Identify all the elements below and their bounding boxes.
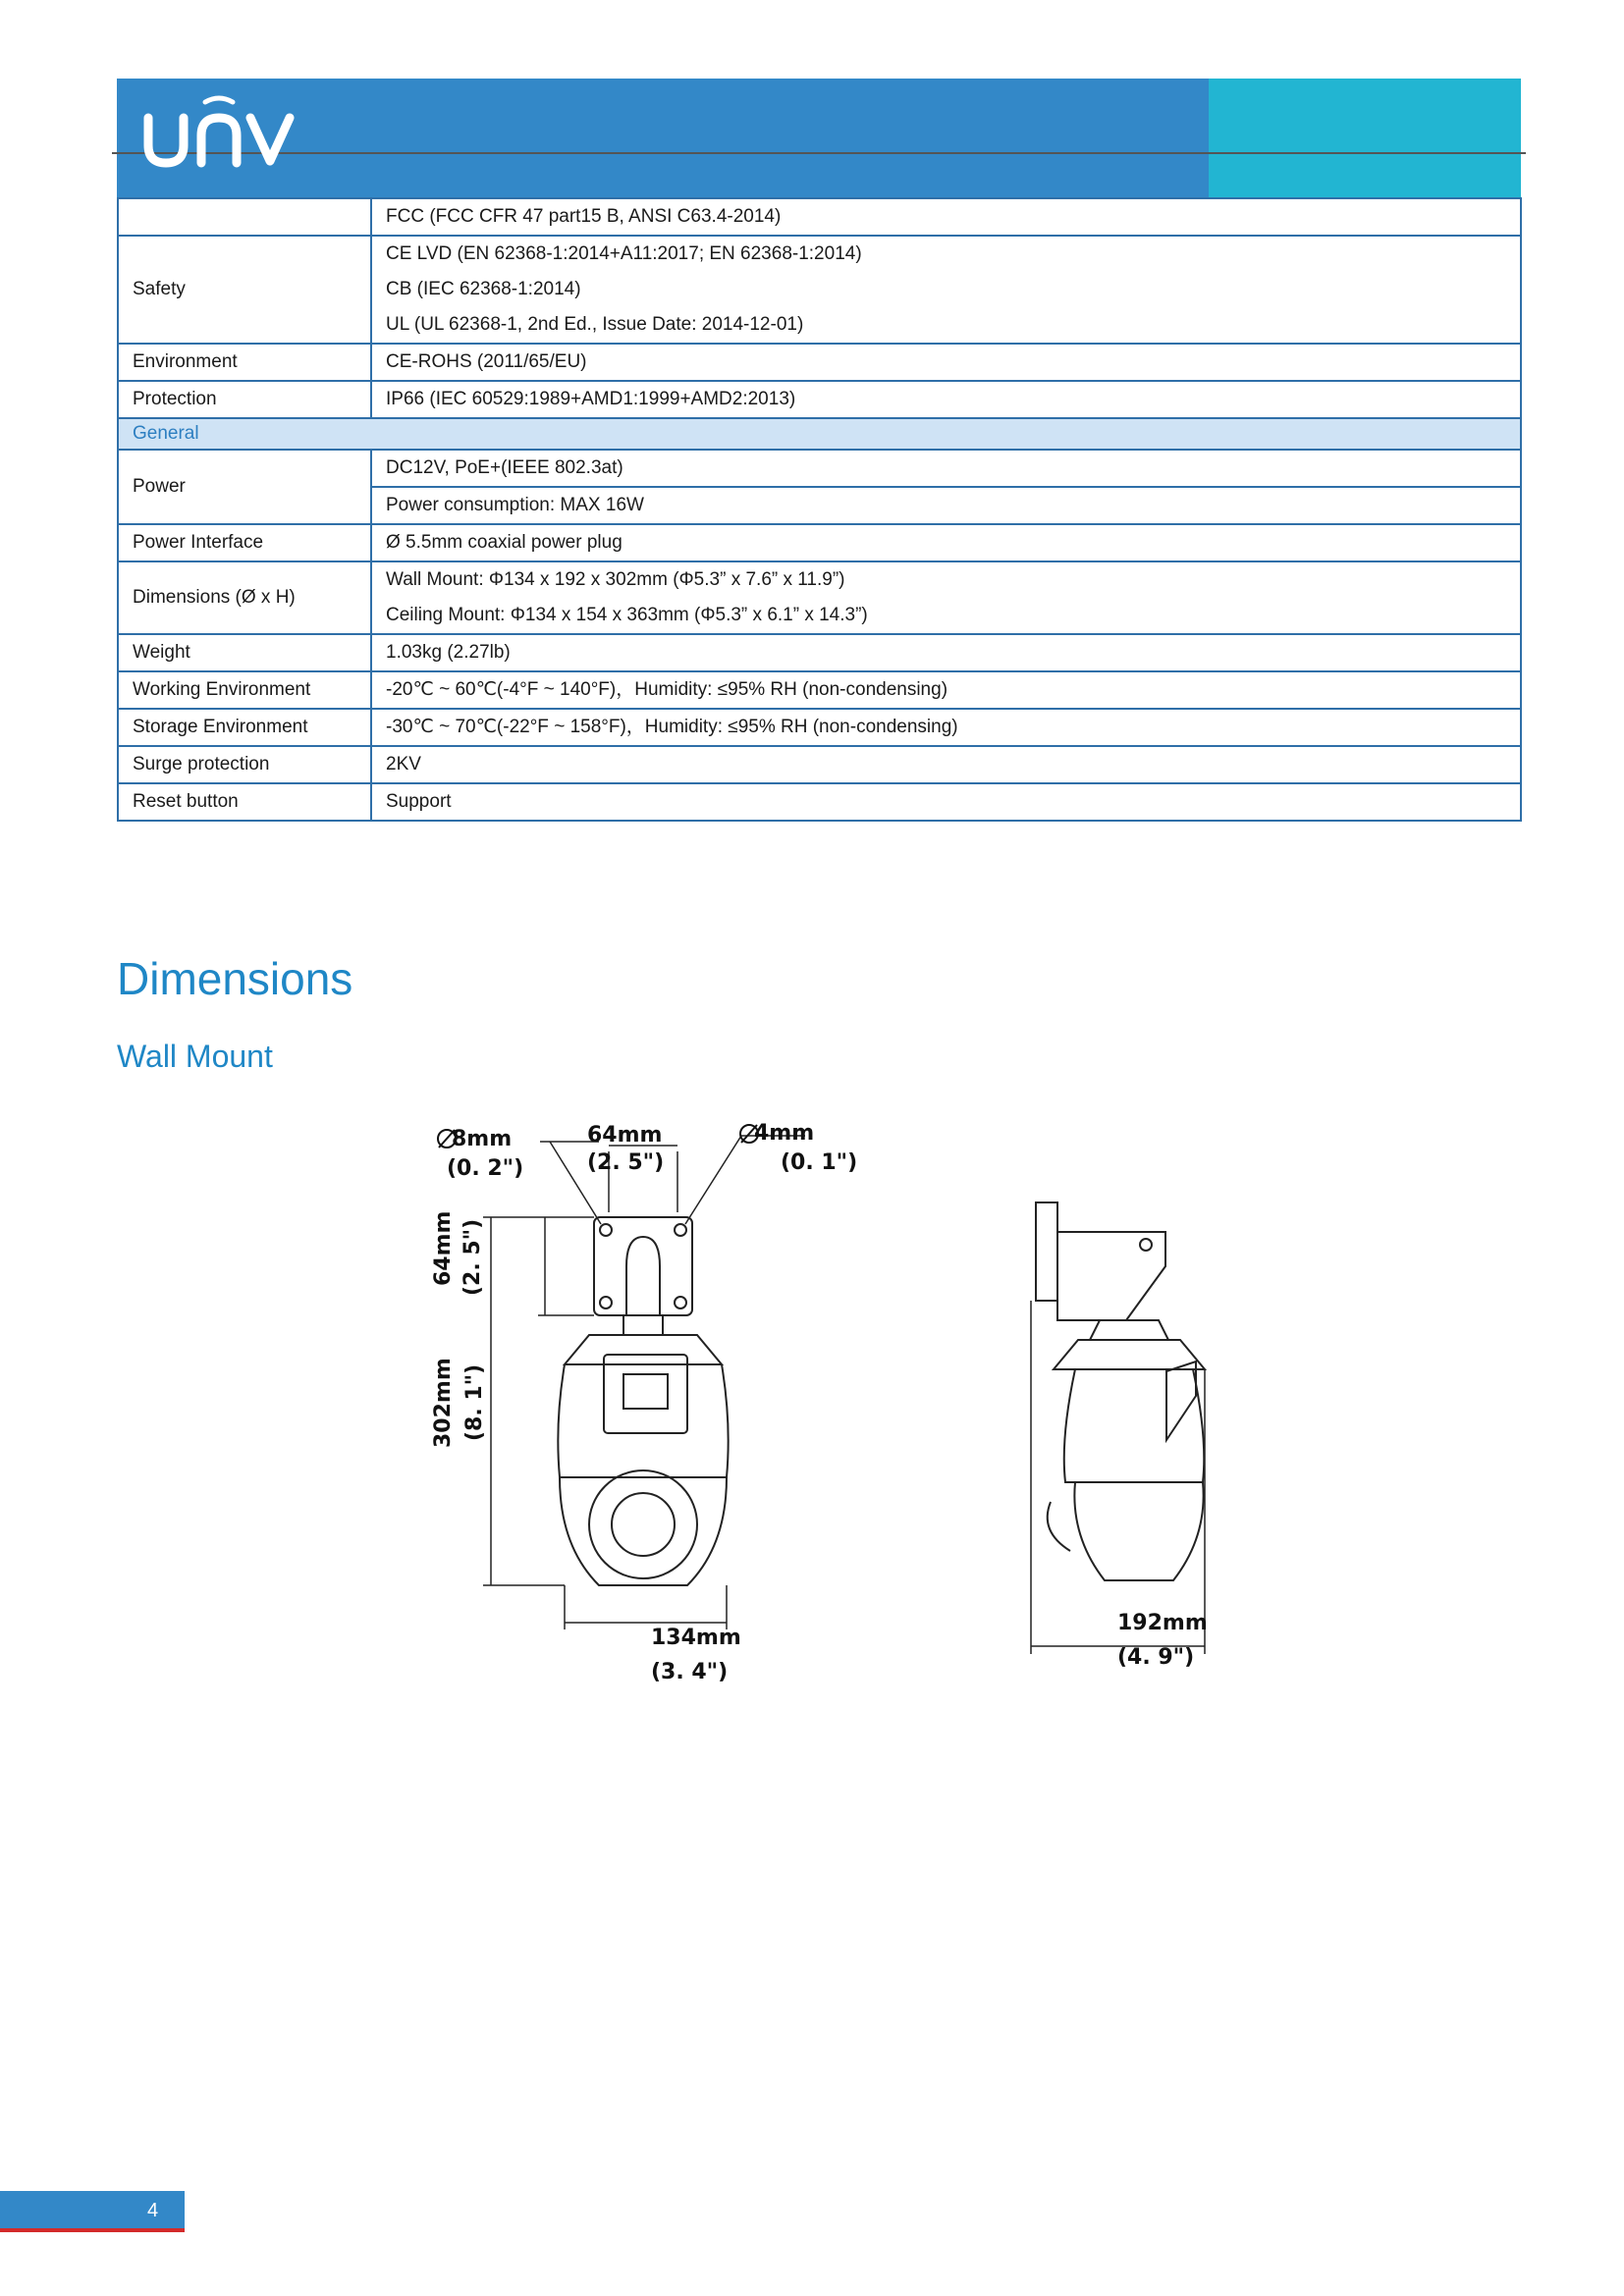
- hole-big-in: (0. 2"): [447, 1156, 524, 1181]
- spec-row: [118, 783, 1521, 821]
- width-mm: 134mm: [651, 1626, 741, 1650]
- plate-height-mm: 64mm: [431, 1210, 456, 1286]
- spec-row: [118, 450, 1521, 524]
- width-in: (3. 4"): [651, 1660, 729, 1683]
- spec-value: [371, 634, 1521, 671]
- spec-value-line: CB (IEC 62368-1:2014): [386, 279, 581, 299]
- side-view: [1036, 1202, 1205, 1580]
- plate-height-in: (2. 5"): [460, 1218, 485, 1296]
- spec-value-line: 2KV: [386, 754, 421, 774]
- dimensions-heading: Dimensions: [117, 953, 353, 1004]
- height-mm: 302mm: [431, 1358, 456, 1448]
- spec-value-line: IP66 (IEC 60529:1989+AMD1:1999+AMD2:2013): [386, 389, 796, 409]
- depth-mm: 192mm: [1117, 1611, 1208, 1635]
- spec-key: Environment: [118, 344, 371, 381]
- section-row: [118, 418, 1521, 450]
- spec-value: [371, 344, 1521, 381]
- spec-key: Power: [118, 450, 371, 524]
- page-number: 4: [147, 2200, 159, 2221]
- spec-key: Safety: [118, 236, 371, 344]
- spec-value: [371, 709, 1521, 746]
- spec-row: [118, 561, 1521, 634]
- spec-value-line: CE-ROHS (2011/65/EU): [386, 351, 587, 372]
- spec-row: [118, 634, 1521, 671]
- header-rule: [112, 152, 1526, 154]
- spec-table: [117, 197, 1522, 822]
- wall-mount-heading: Wall Mount: [117, 1039, 273, 1074]
- spec-row: [118, 381, 1521, 418]
- spec-row: [118, 746, 1521, 783]
- spec-row: [118, 198, 1521, 236]
- spec-key: Working Environment: [118, 671, 371, 709]
- spec-value: [371, 236, 1521, 344]
- spec-value-line: -20℃ ~ 60℃(-4°F ~ 140°F)，Humidity: ≤95% RH (non-condensing): [386, 679, 948, 700]
- spec-value: [371, 746, 1521, 783]
- datasheet-title: DATASHEET: [1330, 31, 1605, 86]
- unv-logo: [140, 90, 298, 179]
- height-in: (8. 1"): [462, 1363, 487, 1441]
- top-width-in: (2. 5"): [587, 1150, 665, 1175]
- spec-value-line: -30℃ ~ 70℃(-22°F ~ 158°F)，Humidity: ≤95% RH (non-condensing): [386, 717, 958, 737]
- spec-key: Power Interface: [118, 524, 371, 561]
- hole-small-mm: 4mm: [754, 1121, 815, 1146]
- section-label: General: [118, 418, 1521, 450]
- spec-value-line: Wall Mount: Φ134 x 192 x 302mm (Φ5.3” x 7.6” x 11.9”): [386, 569, 845, 590]
- spec-key: [118, 198, 371, 236]
- wall-mount-drawing: [344, 1095, 1306, 1683]
- hole-big-mm: 8mm: [452, 1127, 513, 1151]
- spec-value-line: Support: [386, 791, 452, 812]
- top-width-mm: 64mm: [587, 1123, 663, 1148]
- spec-value-line: Ø 5.5mm coaxial power plug: [386, 532, 623, 553]
- hole-small-in: (0. 1"): [781, 1150, 858, 1175]
- spec-key: Dimensions (Ø x H): [118, 561, 371, 634]
- front-view: [558, 1217, 728, 1585]
- spec-value: [371, 450, 1521, 524]
- spec-value: [371, 561, 1521, 634]
- spec-key: Surge protection: [118, 746, 371, 783]
- spec-value: [371, 671, 1521, 709]
- spec-value-line: Power consumption: MAX 16W: [372, 486, 1520, 523]
- spec-value-line: UL (UL 62368-1, 2nd Ed., Issue Date: 2014-12-01): [386, 314, 804, 335]
- spec-row: [118, 709, 1521, 746]
- spec-value-line: 1.03kg (2.27lb): [386, 642, 511, 663]
- spec-key: Weight: [118, 634, 371, 671]
- spec-row: [118, 671, 1521, 709]
- spec-value-line: FCC (FCC CFR 47 part15 B, ANSI C63.4-2014): [386, 206, 782, 227]
- spec-value-line: DC12V, PoE+(IEEE 802.3at): [386, 457, 623, 478]
- depth-in: (4. 9"): [1117, 1645, 1195, 1670]
- spec-value-line: CE LVD (EN 62368-1:2014+A11:2017; EN 62368-1:2014): [386, 243, 862, 264]
- spec-value: [371, 524, 1521, 561]
- spec-key: Protection: [118, 381, 371, 418]
- spec-row: [118, 344, 1521, 381]
- spec-row: [118, 236, 1521, 344]
- spec-value: [371, 783, 1521, 821]
- spec-row: [118, 524, 1521, 561]
- spec-value-line: Ceiling Mount: Φ134 x 154 x 363mm (Φ5.3” x 6.1” x 14.3”): [386, 605, 868, 625]
- spec-key: Storage Environment: [118, 709, 371, 746]
- spec-key: Reset button: [118, 783, 371, 821]
- spec-value: [371, 198, 1521, 236]
- spec-value: [371, 381, 1521, 418]
- header-banner: [117, 79, 1521, 197]
